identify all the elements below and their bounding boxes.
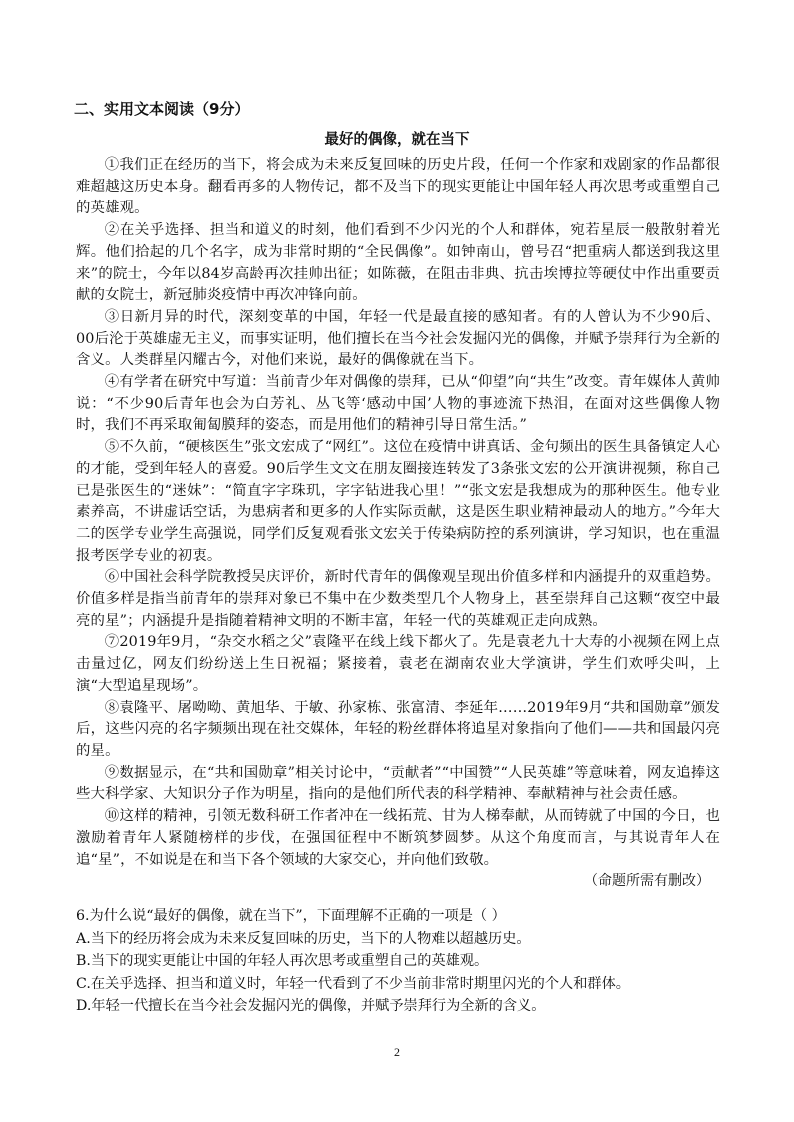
option-a: A.当下的经历将会成为未来反复回味的历史，当下的人物难以超越历史。 <box>76 930 531 947</box>
paragraph-10: ⑩这样的精神，引领无数科研工作者冲在一线拓荒、甘为人梯奉献，从而铸就了中国的今日，也激励着青年人紧随榜样的步伐，在强国征程中不断筑梦圆梦。从这个角度而言，与其说青年人在追“星”，不如说是在和当下各个领域的大家交心，并向他们致敬。 <box>76 808 720 868</box>
section-title: 二、实用文本阅读（9分） <box>74 100 250 118</box>
paragraph-4: ④有学者在研究中写道：当前青少年对偶像的崇拜，已从“仰望”向“共生”改变。青年媒体人黄帅说：“不少90后青年也会为白芳礼、丛飞等‘感动中国’人物的事迹流下热泪，在面对这些偶像人物时，我们不再采取匍匐膜拜的姿态，而是用他们的精神引导日常生活。” <box>76 374 720 434</box>
source-note: （命题所需有删改） <box>584 873 710 890</box>
paragraph-6: ⑥中国社会科学院教授吴庆评价，新时代青年的偶像观呈现出价值多样和内涵提升的双重趋势。价值多样是指当前青年的崇拜对象已不集中在少数类型几个人物身上，甚至崇拜自己这颗“夜空中最亮的星”；内涵提升是指随着精神文明的不断丰富，年轻一代的英雄观正走向成熟。 <box>76 569 720 629</box>
paragraph-8: ⑧袁隆平、屠呦呦、黄旭华、于敏、孙家栋、张富清、李延年……2019年9月“共和国勋章”颁发后，这些闪亮的名字频频出现在社交媒体，年轻的粉丝群体将追星对象指向了他们——共和国最闪亮的星。 <box>76 699 720 759</box>
paragraph-5: ⑤不久前，“硬核医生”张文宏成了“网红”。这位在疫情中讲真话、金句频出的医生具备镇定人心的才能，受到年轻人的喜爱。90后学生文文在朋友圈接连转发了3条张文宏的公开演讲视频，称自己已是张医生的“迷妹”：“简直字字珠玑，字字钻进我心里！”“张文宏是我想成为的那种医生。他专业素养高，不讲虚话空话，为患病者和更多的人作实际贡献，这是医生职业精神最动人的地方。”今年大二的医学专业学生高强说，同学们反复观看张文宏关于传染病防控的系列演讲，学习知识，也在重温报考医学专业的初衷。 <box>76 439 720 564</box>
page-number: 2 <box>394 1045 400 1059</box>
question-stem: 6.为什么说“最好的偶像，就在当下”，下面理解不正确的一项是（ ） <box>76 908 506 924</box>
paragraph-2: ②在关乎选择、担当和道义的时刻，他们看到不少闪光的个人和群体，宛若星辰一般散射着光辉。他们拾起的几个名字，成为非常时期的“全民偶像”。如钟南山，曾号召“把重病人都送到我这里来”的院士，今年以84岁高龄再次挂帅出征；如陈薇，在阻击非典、抗击埃博拉等硬仗中作出重要贡献的女院士，新冠肺炎疫情中再次冲锋向前。 <box>76 222 720 304</box>
question-6 <box>76 905 736 1018</box>
option-b: B.当下的现实更能让中国的年轻人再次思考或重塑自己的英雄观。 <box>76 953 489 969</box>
article-title: 最好的偶像，就在当下 <box>324 131 470 148</box>
paragraph-1: ①我们正在经历的当下，将会成为未来反复回味的历史片段，任何一个作家和戏剧家的作品都很难超越这历史本身。翻看再多的人物传记，都不及当下的现实更能让中国年轻人再次思考或重塑自己的英雄观。 <box>76 157 720 217</box>
option-c: C.在关乎选择、担当和道义时，年轻一代看到了不少当前非常时期里闪光的个人和群体。 <box>76 975 630 992</box>
paragraph-9: ⑨数据显示，在“共和国勋章”相关讨论中，“贡献者”“中国赞”“人民英雄”等意味着，网友追捧这些大科学家、大知识分子作为明星，指向的是他们所代表的科学精神、奉献精神与社会责任感。 <box>76 764 720 803</box>
option-d: D.年轻一代擅长在当今社会发掘闪光的偶像，并赋予崇拜行为全新的含义。 <box>76 998 546 1014</box>
article-body <box>76 155 720 893</box>
paragraph-7: ⑦2019年9月，“杂交水稻之父”袁隆平在线上线下都火了。先是袁老九十大寿的小视频在网上点击量过亿，网友们纷纷送上生日祝福；紧接着，袁老在湖南农业大学演讲，学生们欢呼尖叫，上演“大型追星现场”。 <box>76 634 720 694</box>
paragraph-3: ③日新月异的时代，深刻变革的中国，年轻一代是最直接的感知者。有的人曾认为不少90后、00后沦于英雄虚无主义，而事实证明，他们擅长在当今社会发掘闪光的偶像，并赋予崇拜行为全新的含义。人类群星闪耀古今，对他们来说，最好的偶像就在当下。 <box>76 308 720 369</box>
